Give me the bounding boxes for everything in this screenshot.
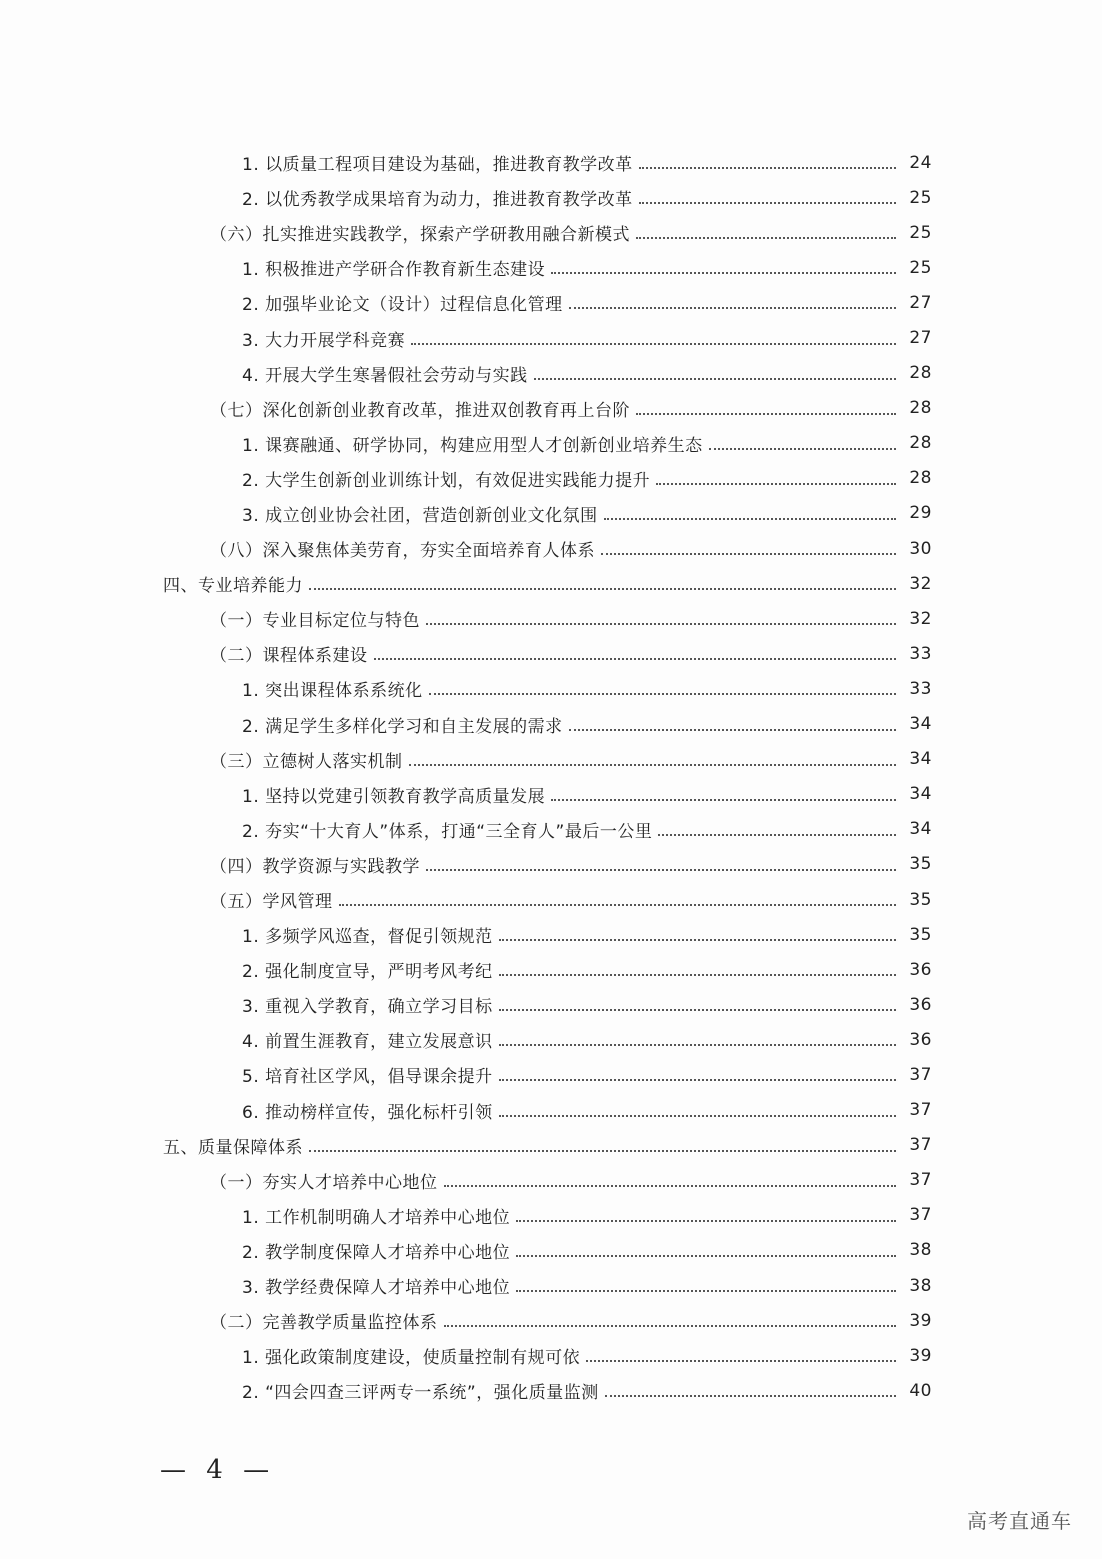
- toc-entry-page: 34: [909, 819, 932, 840]
- toc-entry[interactable]: [0, 742, 1102, 777]
- toc-entry-title: （一）夯实人才培养中心地位: [210, 1172, 438, 1193]
- toc-entry[interactable]: [0, 1163, 1102, 1198]
- toc-entry-title: 1. 工作机制明确人才培养中心地位: [242, 1207, 511, 1228]
- toc-entry-page: 30: [909, 538, 932, 559]
- toc-entry-page: 25: [909, 257, 932, 278]
- toc-entry-page: 38: [909, 1275, 932, 1296]
- toc-entry-title: 2. 大学生创新创业训练计划，有效促进实践能力提升: [242, 470, 651, 491]
- toc-entry[interactable]: [0, 531, 1102, 566]
- toc-entry-title: 5. 培育社区学风，倡导课余提升: [242, 1067, 493, 1088]
- toc-entry-title: 3. 教学经费保障人才培养中心地位: [242, 1278, 511, 1299]
- toc-entry-title: （一）专业目标定位与特色: [210, 611, 420, 632]
- toc-entry[interactable]: [0, 777, 1102, 812]
- toc-entry-title: 4. 前置生涯教育，建立发展意识: [242, 1032, 493, 1053]
- toc-entry-title: 3. 重视入学教育，确立学习目标: [242, 997, 493, 1018]
- toc-entry[interactable]: [0, 426, 1102, 461]
- toc-entry[interactable]: [0, 601, 1102, 636]
- toc-entry[interactable]: [0, 1198, 1102, 1233]
- toc-entry-page: 34: [909, 714, 932, 735]
- toc-entry-page: 38: [909, 1240, 932, 1261]
- watermark-text: 高考直通车: [967, 1509, 1072, 1533]
- toc-leader-dots: [411, 342, 896, 345]
- toc-entry[interactable]: [0, 566, 1102, 601]
- toc-leader-dots: [499, 938, 896, 941]
- toc-entry-title: 1. 突出课程体系系统化: [242, 681, 423, 702]
- toc-entry-page: 39: [909, 1345, 932, 1366]
- toc-entry[interactable]: [0, 812, 1102, 847]
- toc-entry-page: 35: [909, 924, 932, 945]
- toc-entry-page: 36: [909, 1029, 932, 1050]
- toc-entry[interactable]: [0, 1057, 1102, 1092]
- toc-entry-page: 33: [909, 678, 932, 699]
- toc-leader-dots: [636, 412, 896, 415]
- toc-entry-page: 37: [909, 1170, 932, 1191]
- toc-entry-page: 36: [909, 994, 932, 1015]
- toc-entry-title: （二）课程体系建设: [210, 646, 368, 667]
- toc-leader-dots: [656, 482, 896, 485]
- toc-entry[interactable]: [0, 250, 1102, 285]
- toc-leader-dots: [551, 271, 896, 274]
- toc-leader-dots: [499, 1043, 896, 1046]
- page-number: — 4 —: [160, 1455, 276, 1485]
- toc-entry-page: 36: [909, 959, 932, 980]
- toc-entry-title: （二）完善教学质量监控体系: [210, 1313, 438, 1334]
- toc-entry-title: （七）深化创新创业教育改革，推进双创教育再上台阶: [210, 400, 630, 421]
- toc-entry[interactable]: [0, 952, 1102, 987]
- toc-entry[interactable]: [0, 1128, 1102, 1163]
- toc-leader-dots: [636, 236, 896, 239]
- toc-entry-page: 28: [909, 398, 932, 419]
- toc-leader-dots: [639, 201, 896, 204]
- toc-entry-title: 2. “四会四查三评两专一系统”，强化质量监测: [242, 1383, 599, 1404]
- toc-entry-title: （五）学风管理: [210, 892, 333, 913]
- toc-entry-page: 24: [909, 152, 932, 173]
- toc-entry-title: 1. 以质量工程项目建设为基础，推进教育教学改革: [242, 155, 633, 176]
- toc-entry[interactable]: [0, 496, 1102, 531]
- toc-entry[interactable]: [0, 285, 1102, 320]
- toc-entry-page: 34: [909, 784, 932, 805]
- toc-entry[interactable]: [0, 1303, 1102, 1338]
- toc-entry[interactable]: [0, 671, 1102, 706]
- toc-entry-page: 33: [909, 643, 932, 664]
- toc-leader-dots: [605, 1394, 896, 1397]
- toc-entry-title: 1. 课赛融通、研学协同，构建应用型人才创新创业培养生态: [242, 435, 703, 456]
- toc-entry-page: 28: [909, 433, 932, 454]
- toc-leader-dots: [309, 1149, 896, 1152]
- toc-entry-page: 34: [909, 749, 932, 770]
- toc-entry[interactable]: [0, 320, 1102, 355]
- toc-entry[interactable]: [0, 1022, 1102, 1057]
- toc-leader-dots: [499, 973, 896, 976]
- toc-entry-title: 6. 推动榜样宣传，强化标杆引领: [242, 1102, 493, 1123]
- toc-leader-dots: [569, 306, 896, 309]
- toc-leader-dots: [444, 1184, 897, 1187]
- toc-leader-dots: [499, 1114, 896, 1117]
- toc-leader-dots: [709, 447, 896, 450]
- toc-entry-page: 25: [909, 187, 932, 208]
- toc-leader-dots: [409, 763, 897, 766]
- toc-entry-title: 2. 教学制度保障人才培养中心地位: [242, 1242, 511, 1263]
- toc-entry[interactable]: [0, 461, 1102, 496]
- toc-entry-title: 2. 以优秀教学成果培育为动力，推进教育教学改革: [242, 190, 633, 211]
- toc-entry-title: 五、质量保障体系: [163, 1137, 303, 1158]
- toc-leader-dots: [426, 622, 896, 625]
- toc-entry-page: 37: [909, 1100, 932, 1121]
- toc-entry-title: 3. 大力开展学科竞赛: [242, 330, 406, 351]
- toc-leader-dots: [534, 377, 896, 380]
- toc-leader-dots: [374, 657, 897, 660]
- toc-entry-page: 32: [909, 573, 932, 594]
- toc-entry-title: （八）深入聚焦体美劳育，夯实全面培养育人体系: [210, 541, 595, 562]
- toc-leader-dots: [426, 868, 896, 871]
- toc-leader-dots: [309, 587, 896, 590]
- toc-leader-dots: [658, 833, 896, 836]
- toc-entry-page: 28: [909, 468, 932, 489]
- toc-entry[interactable]: [0, 917, 1102, 952]
- toc-entry[interactable]: [0, 707, 1102, 742]
- toc-entry-page: 39: [909, 1310, 932, 1331]
- toc-entry[interactable]: [0, 987, 1102, 1022]
- toc-leader-dots: [516, 1289, 896, 1292]
- toc-entry-title: 1. 积极推进产学研合作教育新生态建设: [242, 260, 546, 281]
- toc-leader-dots: [339, 903, 897, 906]
- toc-leader-dots: [499, 1078, 896, 1081]
- toc-leader-dots: [516, 1254, 896, 1257]
- toc-entry-title: 1. 强化政策制度建设，使质量控制有规可依: [242, 1348, 581, 1369]
- toc-entry-page: 25: [909, 222, 932, 243]
- toc-entry-title: 1. 多频学风巡查，督促引领规范: [242, 927, 493, 948]
- toc-leader-dots: [516, 1219, 896, 1222]
- toc-entry[interactable]: [0, 636, 1102, 671]
- toc-entry[interactable]: [0, 356, 1102, 391]
- toc-entry[interactable]: [0, 1338, 1102, 1373]
- toc-leader-dots: [586, 1359, 896, 1362]
- toc-entry[interactable]: [0, 847, 1102, 882]
- toc-entry[interactable]: [0, 1268, 1102, 1303]
- toc-entry-title: （三）立德树人落实机制: [210, 751, 403, 772]
- toc-entry[interactable]: [0, 1233, 1102, 1268]
- toc-entry-title: （四）教学资源与实践教学: [210, 856, 420, 877]
- toc-entry-page: 37: [909, 1205, 932, 1226]
- toc-entry[interactable]: [0, 215, 1102, 250]
- toc-entry-page: 35: [909, 854, 932, 875]
- toc-entry-page: 32: [909, 608, 932, 629]
- toc-entry-page: 35: [909, 889, 932, 910]
- toc-leader-dots: [604, 517, 896, 520]
- toc-entry-title: 3. 成立创业协会社团，营造创新创业文化氛围: [242, 505, 598, 526]
- table-of-contents: [0, 145, 1102, 1408]
- toc-leader-dots: [499, 1008, 896, 1011]
- toc-entry-page: 29: [909, 503, 932, 524]
- toc-entry-title: 四、专业培养能力: [163, 576, 303, 597]
- toc-entry[interactable]: [0, 1373, 1102, 1408]
- toc-entry-title: 2. 加强毕业论文（设计）过程信息化管理: [242, 295, 563, 316]
- toc-leader-dots: [601, 552, 896, 555]
- toc-leader-dots: [551, 798, 896, 801]
- toc-entry-page: 27: [909, 328, 932, 349]
- toc-leader-dots: [429, 692, 896, 695]
- toc-entry-title: 4. 开展大学生寒暑假社会劳动与实践: [242, 365, 528, 386]
- toc-leader-dots: [639, 166, 896, 169]
- toc-entry-title: 2. 夯实“十大育人”体系，打通“三全育人”最后一公里: [242, 821, 653, 842]
- toc-leader-dots: [569, 728, 896, 731]
- toc-leader-dots: [444, 1324, 897, 1327]
- toc-entry-page: 40: [909, 1380, 932, 1401]
- toc-entry[interactable]: [0, 145, 1102, 180]
- toc-entry[interactable]: [0, 1093, 1102, 1128]
- toc-entry-page: 28: [909, 363, 932, 384]
- toc-entry-title: 2. 强化制度宣导，严明考风考纪: [242, 962, 493, 983]
- toc-entry[interactable]: [0, 180, 1102, 215]
- toc-entry-page: 27: [909, 292, 932, 313]
- toc-entry-title: 2. 满足学生多样化学习和自主发展的需求: [242, 716, 563, 737]
- toc-entry-page: 37: [909, 1135, 932, 1156]
- toc-entry-title: 1. 坚持以党建引领教育教学高质量发展: [242, 786, 546, 807]
- toc-entry[interactable]: [0, 882, 1102, 917]
- toc-entry-title: （六）扎实推进实践教学，探索产学研教用融合新模式: [210, 225, 630, 246]
- toc-entry-page: 37: [909, 1064, 932, 1085]
- toc-entry[interactable]: [0, 391, 1102, 426]
